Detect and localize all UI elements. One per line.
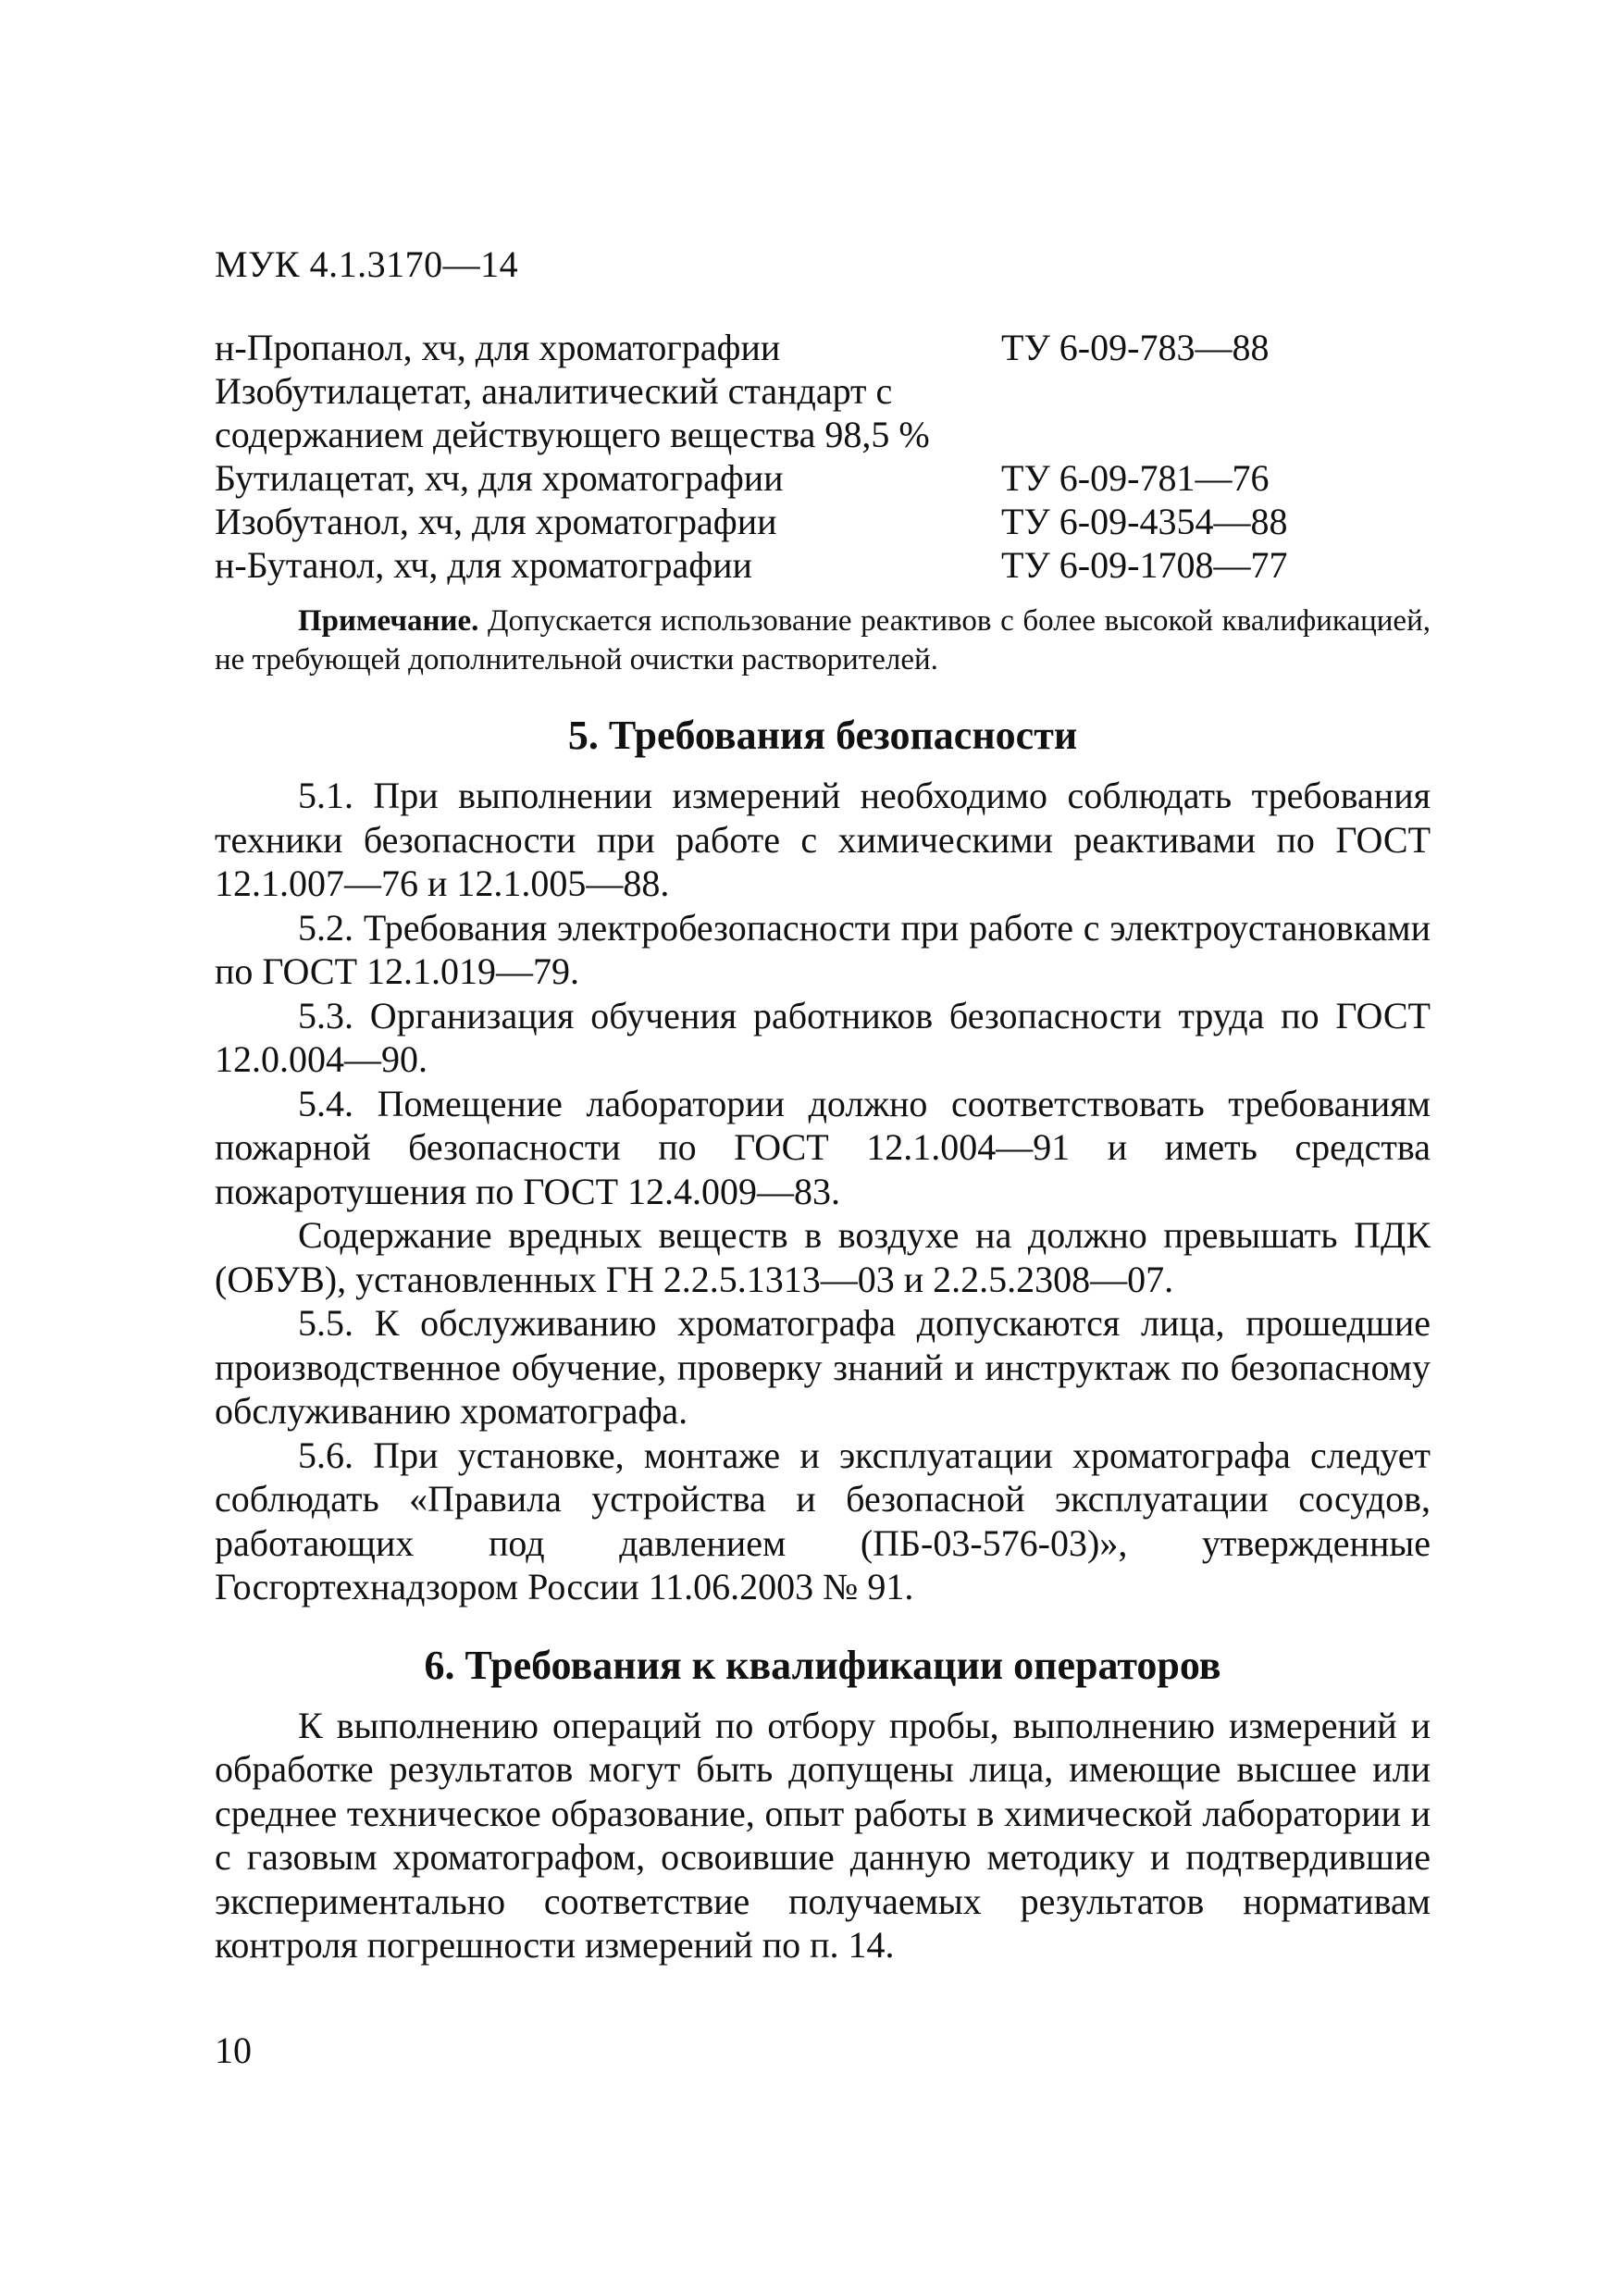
reagent-row bbox=[215, 369, 1431, 413]
paragraph-5-1: 5.1. При выполнении измерений необходимо соблюдать требования техники безопасности при работе с химическими реактивами по ГОСТ 12.1.007—76 и 12.1.005—88. bbox=[215, 775, 1431, 904]
paragraph-5-3: 5.3. Организация обучения работников безопасности труда по ГОСТ 12.0.004—90. bbox=[215, 994, 1431, 1080]
reagent-name: н-Бутанол, хч, для хроматографии bbox=[215, 544, 752, 586]
document-page bbox=[215, 241, 1431, 1967]
paragraph-5-6: 5.6. При установке, монтаже и эксплуатации хроматографа следует соблюдать «Правила устройства и безопасной эксплуатации сосудов, работающих под давлением (ПБ-03-576-03)», утвержденные Госгортехнадзором России 11.06.2003 № 91. bbox=[215, 1433, 1431, 1607]
note-text: Допускается использование реактивов с более высокой квалификацией, не требующей дополнительной очистки растворителей. bbox=[215, 604, 1431, 676]
paragraph-5-4-content: Содержание вредных веществ в воздухе на должно превышать ПДК (ОБУВ), установленных ГН 2.2.5.1313—03 и 2.2.5.2308—07. bbox=[215, 1214, 1431, 1300]
reagent-spec bbox=[1001, 369, 1321, 413]
reagent-spec bbox=[1001, 413, 1321, 456]
paragraph-5-4: 5.4. Помещение лаборатории должно соответствовать требованиям пожарной безопасности по ГОСТ 12.1.004—91 и иметь средства пожаротушения по ГОСТ 12.4.009—83. bbox=[215, 1082, 1431, 1212]
reagent-name: Бутилацетат, хч, для хроматографии bbox=[215, 457, 784, 499]
note-label: Примечание. bbox=[298, 604, 479, 638]
reagent-row bbox=[215, 500, 1431, 543]
reagent-name: Изобутанол, хч, для хроматографии bbox=[215, 501, 777, 542]
reagent-spec: ТУ 6-09-783—88 bbox=[1001, 327, 1270, 368]
paragraph-5-2: 5.2. Требования электробезопасности при работе с электроустановками по ГОСТ 12.1.019—79. bbox=[215, 906, 1431, 992]
section-5-title: 5. Требования безопасности bbox=[567, 713, 1078, 758]
reagent-name: Изобутилацетат, аналитический стандарт с bbox=[215, 370, 893, 412]
page-number: 10 bbox=[215, 2029, 252, 2071]
note bbox=[215, 602, 1431, 679]
paragraph-5-5: 5.5. К обслуживанию хроматографа допускаются лица, прошедшие производственное обучение, проверку знаний и инструктаж по безопасному обслуживанию хроматографа. bbox=[215, 1302, 1431, 1432]
reagent-row bbox=[215, 543, 1431, 587]
reagent-row bbox=[215, 413, 1431, 456]
reagent-list bbox=[215, 326, 1431, 587]
section-6-title: 6. Требования к квалификации операторов bbox=[424, 1642, 1221, 1688]
document-code: МУК 4.1.3170—14 bbox=[215, 243, 519, 285]
reagent-spec: ТУ 6-09-1708—77 bbox=[1001, 544, 1288, 586]
reagent-row bbox=[215, 456, 1431, 500]
reagent-row bbox=[215, 326, 1431, 369]
reagent-name: содержанием действующего вещества 98,5 % bbox=[215, 414, 930, 455]
reagent-name: н-Пропанол, хч, для хроматографии bbox=[215, 327, 781, 368]
paragraph-6: К выполнению операций по отбору пробы, выполнению измерений и обработке результатов могут быть допущены лица, имеющие высшее или среднее техническое образование, опыт работы в химической лаборатории и с газовым хроматографом, освоившие данную методику и подтвердившие экспериментально соответствие получаемых результатов нормативам контроля погрешности измерений по п. 14. bbox=[215, 1704, 1431, 1966]
reagent-spec: ТУ 6-09-4354—88 bbox=[1001, 501, 1288, 542]
reagent-spec: ТУ 6-09-781—76 bbox=[1001, 457, 1270, 499]
